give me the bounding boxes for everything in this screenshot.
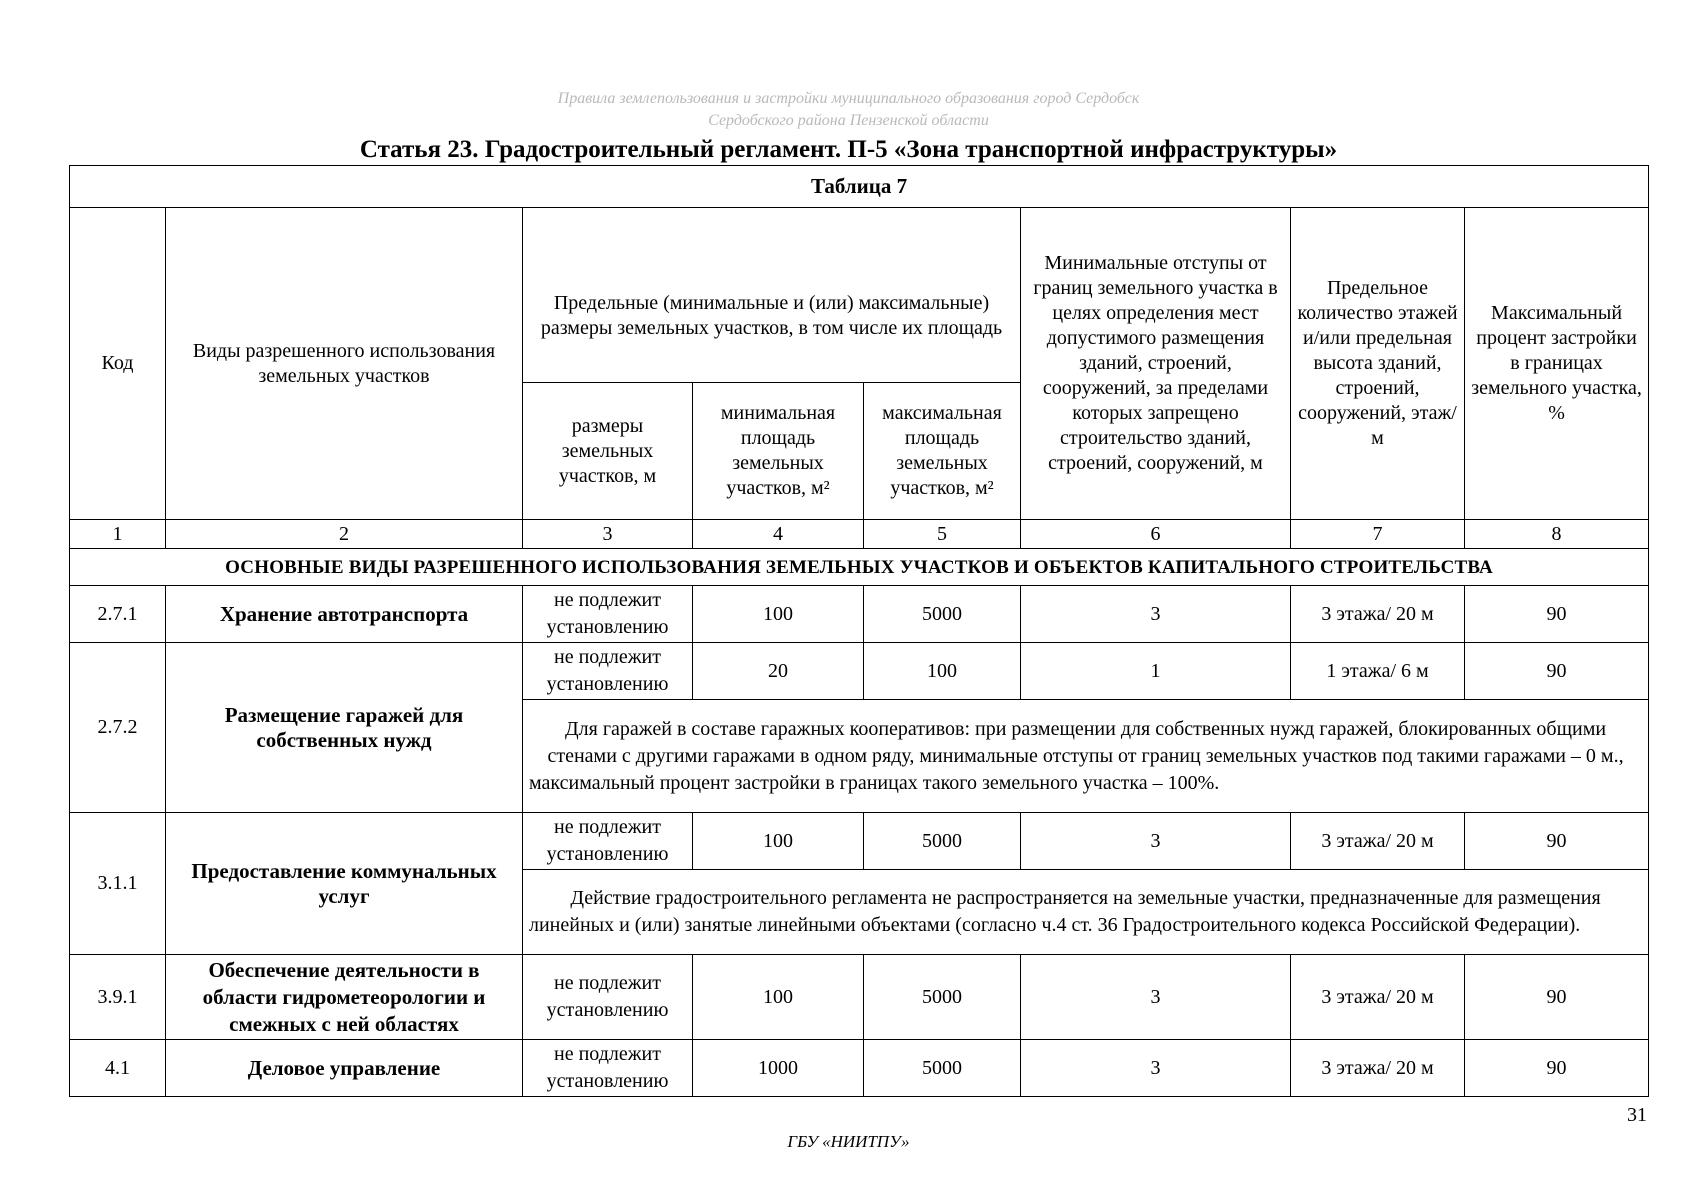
row-sizes: не подлежит установлению xyxy=(523,955,693,1040)
header-sizes: размеры земельных участков, м xyxy=(523,383,693,520)
row-name: Предоставление коммунальных услуг xyxy=(166,813,523,955)
row-setback: 1 xyxy=(1021,643,1291,700)
row-max-area: 5000 xyxy=(864,955,1021,1040)
section-title: ОСНОВНЫЕ ВИДЫ РАЗРЕШЕННОГО ИСПОЛЬЗОВАНИЯ ЗЕМЕЛЬНЫХ УЧАСТКОВ И ОБЪЕКТОВ КАПИТАЛЬНОГО СТРОИТЕЛЬСТВА xyxy=(70,549,1649,586)
row-floors: 3 этажа/ 20 м xyxy=(1291,586,1465,643)
row-coverage: 90 xyxy=(1465,586,1649,643)
row-code: 2.7.1 xyxy=(70,586,166,643)
row-setback: 3 xyxy=(1021,955,1291,1040)
page-number: 31 xyxy=(1627,1104,1647,1126)
header-code: Код xyxy=(70,208,166,520)
row-setback: 3 xyxy=(1021,586,1291,643)
row-min-area: 100 xyxy=(693,586,864,643)
running-head-line-2: Сердобского района Пензенской области xyxy=(708,112,989,129)
row-name: Обеспечение деятельности в области гидрометеорологии и смежных с ней областях xyxy=(166,955,523,1040)
header-use-types: Виды разрешенного использования земельных участков xyxy=(166,208,523,520)
row-max-area: 5000 xyxy=(864,586,1021,643)
row-floors: 1 этажа/ 6 м xyxy=(1291,643,1465,700)
row-sizes: не подлежит установлению xyxy=(523,813,693,870)
row-floors: 3 этажа/ 20 м xyxy=(1291,955,1465,1040)
row-max-area: 5000 xyxy=(864,813,1021,870)
column-number: 2 xyxy=(166,520,523,549)
header-max-area: максимальная площадь земельных участков, м² xyxy=(864,383,1021,520)
row-coverage: 90 xyxy=(1465,1040,1649,1097)
column-number: 8 xyxy=(1465,520,1649,549)
row-min-area: 100 xyxy=(693,955,864,1040)
row-sizes: не подлежит установлению xyxy=(523,643,693,700)
table-row xyxy=(70,813,1649,870)
column-number: 7 xyxy=(1291,520,1465,549)
row-sizes: не подлежит установлению xyxy=(523,586,693,643)
row-name: Хранение автотранспорта xyxy=(166,586,523,643)
row-setback: 3 xyxy=(1021,1040,1291,1097)
header-setbacks: Минимальные отступы от границ земельного участка в целях определения мест допустимого размещения зданий, строений, сооружений, за пределами которых запрещено строительство зданий, строений, сооружений, м xyxy=(1021,208,1291,520)
header-min-area: минимальная площадь земельных участков, м² xyxy=(693,383,864,520)
row-setback: 3 xyxy=(1021,813,1291,870)
row-max-area: 5000 xyxy=(864,1040,1021,1097)
row-name: Размещение гаражей для собственных нужд xyxy=(166,643,523,813)
running-head-line-1: Правила землепользования и застройки муниципального образования город Сердобск xyxy=(557,90,1140,107)
column-number: 1 xyxy=(70,520,166,549)
row-code: 3.1.1 xyxy=(70,813,166,955)
header-floors: Предельное количество этажей и/или предельная высота зданий, строений, сооружений, этаж/м xyxy=(1291,208,1465,520)
row-coverage: 90 xyxy=(1465,643,1649,700)
row-floors: 3 этажа/ 20 м xyxy=(1291,1040,1465,1097)
header-coverage: Максимальный процент застройки в границах земельного участка, % xyxy=(1465,208,1649,520)
row-code: 2.7.2 xyxy=(70,643,166,813)
table-row xyxy=(70,955,1649,1040)
table-row xyxy=(70,643,1649,700)
regulation-table xyxy=(69,165,1649,1097)
footer-organization: ГБУ «НИИТПУ» xyxy=(787,1132,910,1151)
row-floors: 3 этажа/ 20 м xyxy=(1291,813,1465,870)
column-number: 4 xyxy=(693,520,864,549)
table-caption: Таблица 7 xyxy=(70,166,1649,208)
column-number: 5 xyxy=(864,520,1021,549)
row-max-area: 100 xyxy=(864,643,1021,700)
row-min-area: 20 xyxy=(693,643,864,700)
column-number: 3 xyxy=(523,520,693,549)
row-sizes: не подлежит установлению xyxy=(523,1040,693,1097)
row-name: Деловое управление xyxy=(166,1040,523,1097)
row-code: 4.1 xyxy=(70,1040,166,1097)
row-min-area: 100 xyxy=(693,813,864,870)
row-coverage: 90 xyxy=(1465,813,1649,870)
table-row xyxy=(70,1040,1649,1097)
row-note: Для гаражей в составе гаражных кооперативов: при размещении для собственных нужд гаражей, блокированных общими стенами с другими гаражами в одном ряду, минимальные отступы от границ земельных участков под такими гаражами – 0 м., максимальный процент застройки в границах такого земельного участка – 100%. xyxy=(523,700,1649,813)
row-code: 3.9.1 xyxy=(70,955,166,1040)
row-note: Действие градостроительного регламента не распространяется на земельные участки, предназначенные для размещения линейных и (или) занятые линейными объектами (согласно ч.4 ст. 36 Градостроительного кодекса Российской Федерации). xyxy=(523,870,1649,955)
row-coverage: 90 xyxy=(1465,955,1649,1040)
table-row xyxy=(70,586,1649,643)
article-title: Статья 23. Градостроительный регламент. П-5 «Зона транспортной инфраструктуры» xyxy=(359,136,1338,163)
header-size-group: Предельные (минимальные и (или) максимальные) размеры земельных участков, в том числе их площадь xyxy=(523,208,1021,383)
row-min-area: 1000 xyxy=(693,1040,864,1097)
column-number: 6 xyxy=(1021,520,1291,549)
